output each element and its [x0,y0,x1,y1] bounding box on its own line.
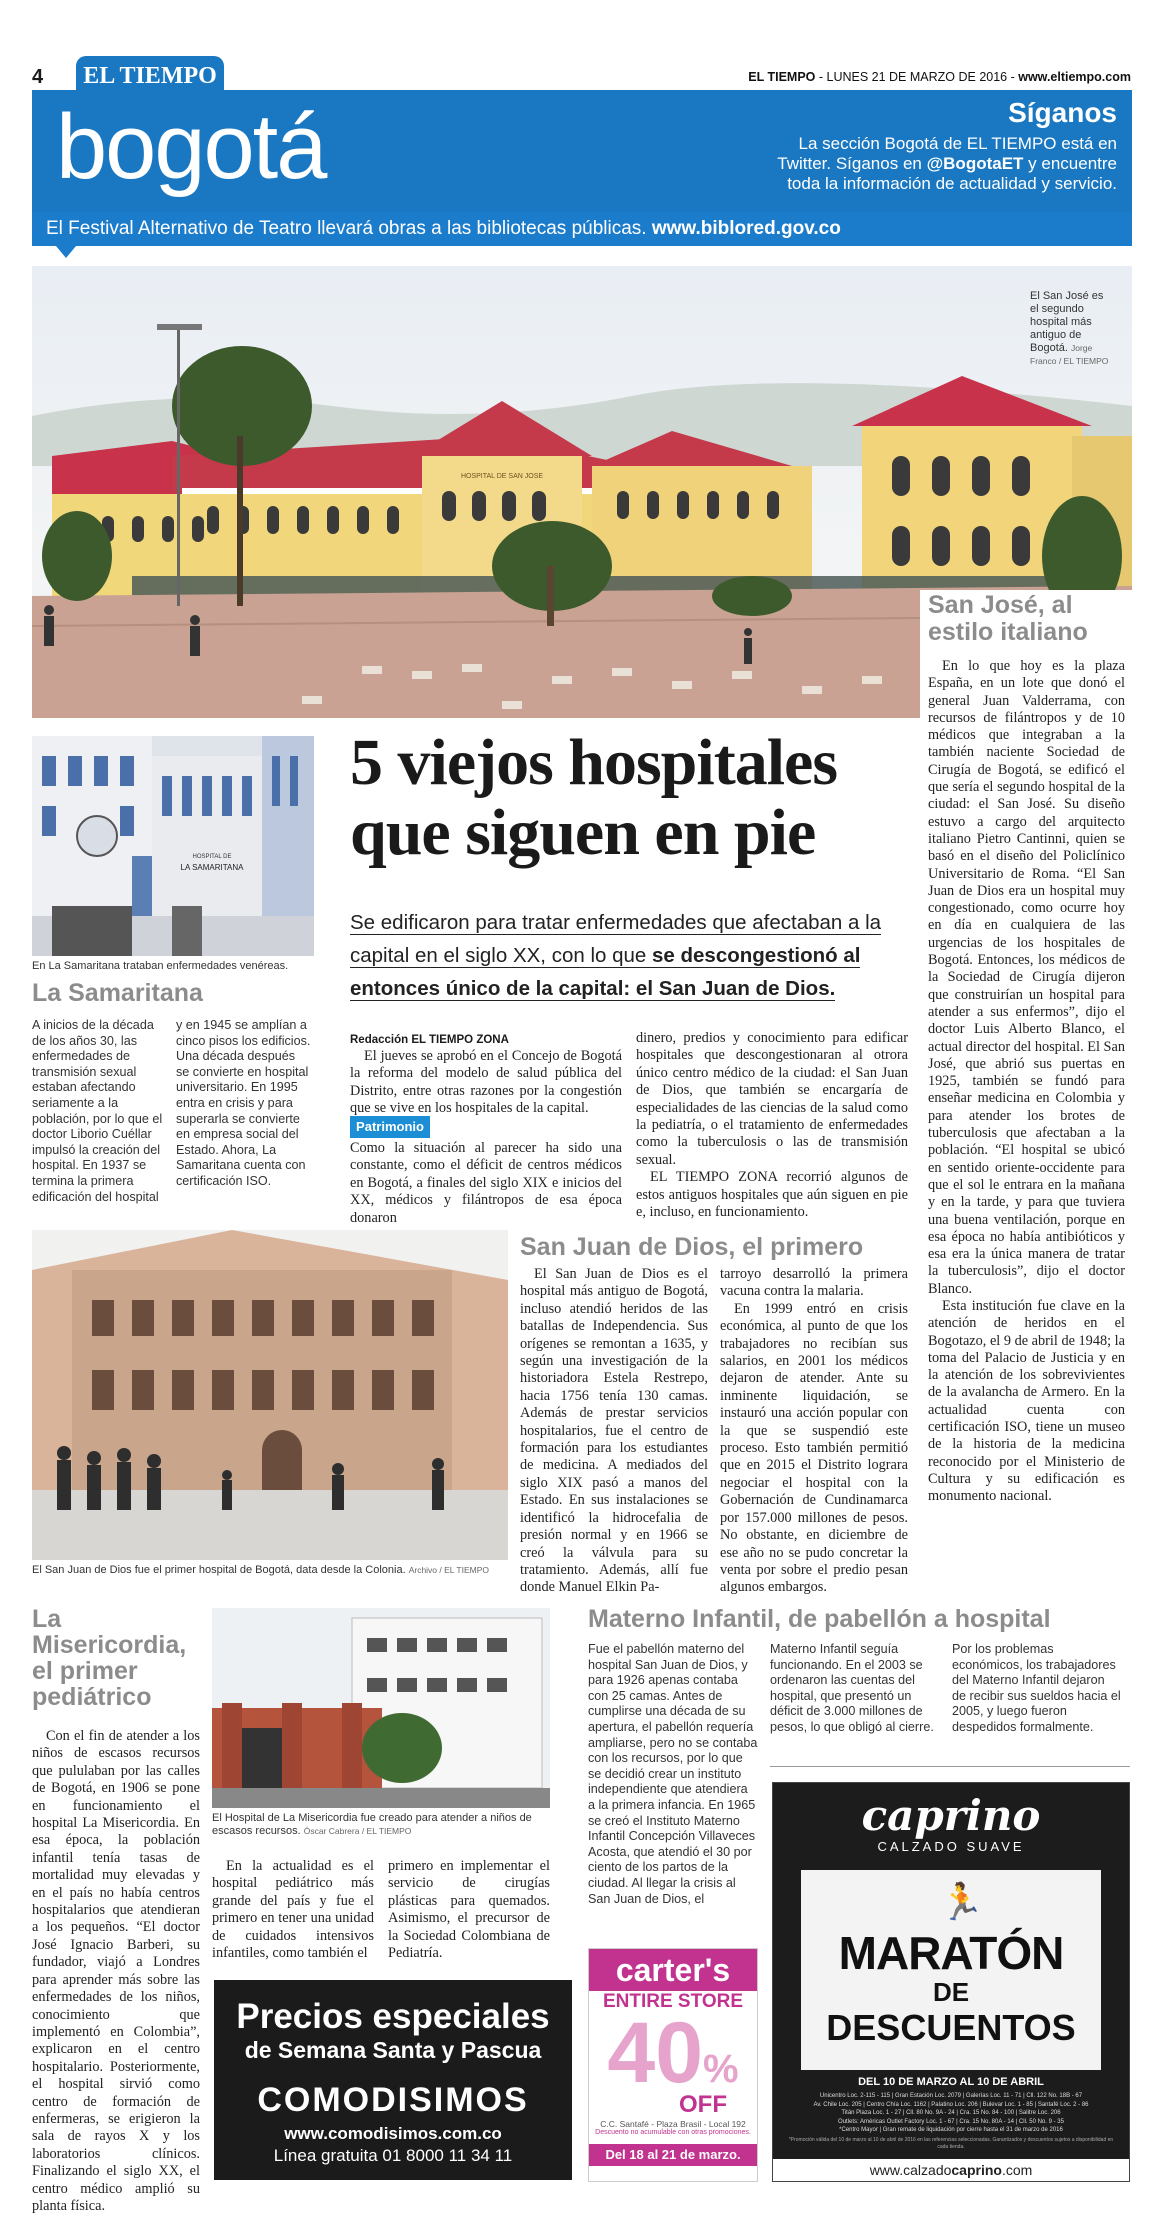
misericordia-col3: primero en implementar el servicio de cirugías plásticas para quemados. Asimismo, el precursor de la Sociedad Colombiana de Pediatría. [388,1858,550,1962]
samaritana-sign-1: HOSPITAL DE [192,854,232,860]
san-juan-col1: El San Juan de Dios es el hospital más antiguo de Bogotá, incluso atendió heridos de las batallas de Independencia. Sus orígenes se remontan a 1635, y según una investigación de la historiadora Estela Restrepo, hacia 1756 tenía 130 camas. Además de prestar servicios hospitalarios, fue el centro de formación para los estudiantes de medicina. A mediados del siglo XIX pasó a manos del Estado. En sus instalaciones se identificó la hidrocefalia de presión normal y en 1966 se creó la válvula para su tratamiento. Además, allí fue donde Manuel Elkin Pa- [520,1266,708,1596]
ticker-pointer [56,246,76,258]
paper-tab: EL TIEMPO [76,56,224,96]
samaritana-col1: A inicios de la década de los años 30, las enfermedades de transmisión sexual estaban afectando seriamente a la población, por lo que el doctor Liborio Cuéllar impulsó la creación del hospital. En 1937 se termina la primera edificación del hospital [32,1018,163,1204]
runner-icon: 🏃 [939,1881,984,1922]
twitter-handle[interactable]: @BogotaET [926,154,1024,173]
comodisimos-logo: COMODISIMOS [257,2081,529,2119]
misericordia-caption: El Hospital de La Misericordia fue creado para atender a niños de escasos recursos. Óscar Cabrera / EL TIEMPO [212,1812,532,1837]
carters-ad[interactable]: carter's ENTIRE STORE 40% OFF C.C. Santafé - Plaza Brasil - Local 192 Descuento no acumulable con otras promociones. Del 18 al 21 de marzo. [588,1948,758,2182]
page-number: 4 [32,66,44,88]
discount-percent: 40 [607,2005,704,2101]
intro-col1b: Como la situación al parecer ha sido una constante, como el déficit de centros médicos en Bogotá, a finales del siglo XIX e inicios del XX, médicos y filántropos de esa época donaron [350,1140,622,1226]
main-headline: 5 viejos hospitales que siguen en pie [350,726,838,869]
caprino-ad[interactable]: caprino CALZADO SUAVE 🏃 MARATÓN DE DESCUENTOS DEL 10 DE MARZO AL 10 DE ABRIL Unicentro Loc. 2-115 - 115 | Gran Estación Loc. 2079 | Galerías Loc. 11 - 71 | Cll. 122 No. 18B - 67 Av. Chile Loc. 205 | Centro Chía Loc. 1162 | Palatino Loc. 206 | Bulevar Loc. 1 - 85 | Santafé Loc. 2 - 86 Titán Plaza Loc. 1 - 27 | Cll. 80 No. 9A - 24 | Cra. 15 No. 84 - 100 | Salitre Loc. 206 Outlets: Américas Outlet Factory Loc. 1 - 67 | Cra. 15 No. 80A - 14 | Cll. 50 No. 9 - 35 *Centro Mayor | Gran remate de liquidación por cierre hasta el 31 de marzo de 2016 *Promoción válida del 10 de marzo al 10 de abril de 2016 en las referencias seleccionadas. Garantizados y descuentos sujetos a disponibilidad en cada tienda. www.calzadocaprino.com [772,1782,1130,2182]
san-juan-col2: tarroyo desarrolló la primera vacuna contra la malaria. En 1999 entró en crisis económica, al punto de que los trabajadores no recibían sus salarios, en 2001 los médicos dejaron de atender. Ante su inminente liquidación, se instauró una acción popular con la que se suspendió este proceso. Esto también permitió que en 2015 el Distrito lograra negociar el hospital con la Gobernación de Cundinamarca por 157.000 millones de pesos. No obstante, en diciembre de ese año no se pudo concretar la venta por sobre el predio pesan algunos embargos. [720,1266,908,1596]
san-jose-title: San José, al estilo italiano [928,591,1088,646]
materno-col2: Materno Infantil seguía funcionando. En el 2003 se ordenaron las cuentas del hospital, que presentó un déficit de 3.000 millones de pesos, lo que obligó al cierre. [770,1642,934,1734]
intro-col1: El jueves se aprobó en el Concejo de Bogotá la reforma del modelo de salud pública del Distrito, entre otras razones por la congestión que se vive en los hospitales de la capital. [350,1048,622,1117]
caprino-logo: caprino [861,1791,1041,1840]
hero-caption: El San José es el segundo hospital más antiguo de Bogotá. Jorge Franco / EL TIEMPO [1030,290,1109,366]
materno-col3: Por los problemas económicos, los trabajadores del Materno Infantil dejaron de recibir sus sueldos hacia el 2005, y luego fueron despedidos formalmente. [952,1642,1121,1734]
follow-box: La sección Bogotá de EL TIEMPO está en Twitter. Síganos en @BogotaET y encuentre toda la información de actualidad y servicio. [777,134,1117,193]
biblored-link[interactable]: www.biblored.gov.co [651,218,841,239]
materno-title: Materno Infantil, de pabellón a hospital [588,1605,1051,1633]
misericordia-title: La Misericordia, el primer pediátrico [32,1605,187,1711]
san-jose-body: En lo que hoy es la plaza España, en un lote que donó el general Juan Valderrama, con recursos de filántropos y de 10 médicos que integraban a la también naciente Sociedad de Cirugía de Bogotá, se edificó el que sería el segundo hospital de la ciudad: el San José. Su diseño estuvo a cargo del arquitecto italiano Pietro Cantinni, quien se basó en el diseño del Policlínico Universitario de Roma. “El San Juan de Dios era un hospital muy congestionado, como ocurre hoy en día en cualquiera de las urgencias de los hospitales de Bogotá. Entonces, los médicos de la Sociedad de Cirugía dijeron que construirían un hospital para atender a sus enfermos”, dijo el doctor Luis Alberto Blanco, el actual director del hospital. El San José, que abrió sus puertas en 1925, también se fundó para enseñar medicina en Colombia y para atender los brotes de tuberculosis que afectaban a la población. “El hospital se ubicó en sentido oriente-occidente para que el sol le entrara en la mañana y en la tarde, y para que tuviera una buena ventilación, porque en esa época no había antibióticos y esa era la única manera de tratar la tuberculosis”, dijo el doctor Blanco. Esta institución fue clave en la atención de heridos en el Bogotazo, el 9 de abril de 1948; la toma del Palacio de Justicia y en la atención de los sobrevivientes de la avalancha de Armero. En la actualidad cuenta con certificación ISO, tiene un museo de la historia de la medicina reconocido por el Ministerio de Cultura y su edificación es monumento nacional. [928,658,1125,1505]
patrimonio-tag: Patrimonio [350,1116,430,1138]
building-sign: HOSPITAL DE SAN JOSE [460,473,544,480]
caprino-url[interactable]: www.calzadocaprino.com [773,2159,1129,2181]
dateline: EL TIEMPO - LUNES 21 DE MARZO DE 2016 - www.eltiempo.com [748,70,1131,84]
san-juan-photo [32,1230,508,1560]
materno-col1: Fue el pabellón materno del hospital San Juan de Dios, y para 1926 apenas contaba con 25 camas. Antes de cumplirse una década de su apertura, el pabellón requería ampliarse, pero no se contaba con los recursos, por lo que se decidió crear un instituto independiente que atendiera a la primera infancia. En 1965 se creó el Instituto Materno Infantil Concepción Villaveces Acosta, que atendió el 30 por ciento de los partos de la ciudad. Al llegar la crisis al San Juan de Dios, el [588,1642,758,1906]
san-juan-title: San Juan de Dios, el primero [520,1233,864,1261]
byline: Redacción EL TIEMPO ZONA [350,1034,509,1046]
misericordia-col1: Con el fin de atender a los niños de escasos recursos que pululaban por las calles de Bogotá, en 1906 se pone en funcionamiento el hospital La Misericordia. En esa época, la población infantil tenía tasas de mortalidad muy elevadas y en el país no había centros hospitalarios que atendieran a los pequeños. “El doctor José Ignacio Barberi, su fundador, viajó a Londres para aprender más sobre las enfermedades de los niños, conocimiento que implementó en Colombia”, explicaron en el centro hospitalario. Posteriormente, el hospital sirvió como centro de formación de enfermeras, se erigieron la sala de rayos X y los laboratorios clínicos. Finalizando el siglo XX, el centro médico amplió su planta física. [32,1728,200,2214]
misericordia-col2: En la actualidad es el hospital pediátrico más grande del país y fue el primero en tener una unidad de cuidados intensivos infantiles, como también el [212,1858,374,1962]
misericordia-photo [212,1608,550,1808]
intro-col2: dinero, predios y conocimiento para edificar hospitales que descongestionaran al otrora único centro médico de la ciudad: el San Juan de Dios, que también se encargaría de especialidades de las ciencias de la salud como la pediatría, o el tratamiento de enfermedades como la tuberculosis o las de transmisión sexual. EL TIEMPO ZONA recorrió algunos de estos antiguos hospitales que aún siguen en pie e, incluso, en funcionamiento. [636,1030,908,1221]
samaritana-sign-2: LA SAMARITANA [180,863,244,872]
samaritana-title: La Samaritana [32,979,203,1007]
samaritana-col2: y en 1945 se amplían a cinco pisos los edificios. Una década después se convierte en hospital universitario. En 1995 entra en crisis y para superarla se convierte en empresa social del Estado. Ahora, La Samaritana cuenta con certificación ISO. [176,1018,311,1188]
follow-title: Síganos [1008,97,1117,128]
san-juan-caption: El San Juan de Dios fue el primer hospital de Bogotá, data desde la Colonia. Archivo / EL TIEMPO [32,1564,489,1576]
samaritana-caption: En La Samaritana trataban enfermedades venéreas. [32,960,289,972]
ticker: El Festival Alternativo de Teatro llevará obras a las bibliotecas públicas. www.biblored.gov.co [32,212,1132,246]
samaritana-photo [32,736,314,956]
section-title: bogotá [56,96,326,198]
comodisimos-ad[interactable]: Precios especiales de Semana Santa y Pascua COMODISIMOS www.comodisimos.com.co Línea gratuita 01 8000 11 34 11 [214,1980,572,2180]
materno-rule [770,1766,1130,1767]
headline-deck: Se edificaron para tratar enfermedades que afectaban a la capital en el siglo XX, con lo que se descongestionó al entonces único de la capital: el San Juan de Dios. [350,911,882,1000]
